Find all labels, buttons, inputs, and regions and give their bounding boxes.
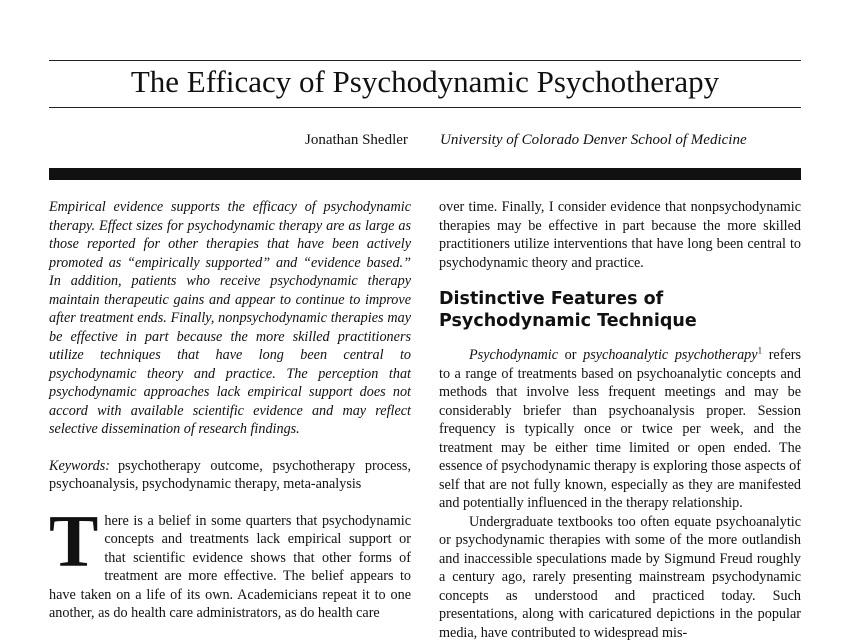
term-psychoanalytic-psychotherapy: psychoanalytic psychotherapy [583, 347, 757, 363]
drop-cap: T [49, 514, 98, 570]
keywords-list: psychotherapy outcome, psychotherapy process, psychoanalysis, psychodynamic therapy, meta-analysis [49, 458, 411, 493]
title-bottom-rule [49, 107, 801, 108]
header-divider-bar [49, 168, 801, 180]
footnote-marker[interactable]: 1 [758, 345, 763, 355]
section-heading-line-2: Psychodynamic Technique [439, 310, 801, 332]
title-top-rule [49, 60, 801, 61]
left-column [49, 198, 411, 623]
term-psychodynamic: Psychodynamic [469, 347, 558, 363]
author-affiliation: University of Colorado Denver School of Medicine [440, 130, 747, 150]
intro-paragraph [49, 512, 411, 623]
keywords [49, 457, 411, 494]
keywords-label: Keywords: [49, 458, 110, 474]
abstract: Empirical evidence supports the efficacy of psychodynamic therapy. Effect sizes for psychodynamic therapy are as large as those reported for other therapies that have been actively promoted as “empirically supported” and “evidence based.” In addition, patients who receive psychodynamic therapy maintain therapeutic gains and appear to continue to improve after treatment ends. Finally, nonpsychodynamic therapies may be effective in part because the more skilled practitioners utilize techniques that have long been central to psychodynamic theory and practice. The perception that psychodynamic approaches lack empirical support does not accord with available scientific evidence and may reflect selective dissemination of research findings. [49, 198, 411, 439]
author-name: Jonathan Shedler [305, 130, 408, 150]
right-column [439, 198, 801, 642]
continued-paragraph: over time. Finally, I consider evidence that nonpsychodynamic therapies may be effective in part because the more skilled practitioners utilize interventions that have long been central to psychodynamic theory and practice. [439, 198, 801, 272]
term-connector: or [558, 347, 583, 363]
definition-text: refers to a range of treatments based on psychoanalytic concepts and methods that involve less frequent meetings and may be considerably briefer than psychoanalysis proper. Session frequency is typically once or twice per week, and the treatment may be either time limited or open ended. The essence of psychodynamic therapy is exploring those aspects of self that are not fully known, especially as they are manifested and potentially influenced in the therapy relationship. [439, 347, 801, 511]
intro-text: here is a belief in some quarters that psychodynamic concepts and treatments lack empirical support or that scientific evidence shows that other forms of treatment are more effective. The belief appears to have taken on a life of its own. Academicians repeat it to one another, as do health care administrators, as do health care [49, 513, 411, 622]
article-title: The Efficacy of Psychodynamic Psychotherapy [49, 62, 801, 102]
section-heading [439, 288, 801, 332]
definition-paragraph [439, 346, 801, 513]
section-heading-line-1: Distinctive Features of [439, 288, 801, 310]
textbook-paragraph: Undergraduate textbooks too often equate psychoanalytic or psychodynamic therapies with some of the more outlandish and inaccessible speculations made by Sigmund Freud roughly a century ago, rarely presenting mainstream psychodynamic concepts as understood and practiced today. Such presentations, along with caricatured depictions in the popular media, have contributed to widespread mis- [439, 513, 801, 642]
